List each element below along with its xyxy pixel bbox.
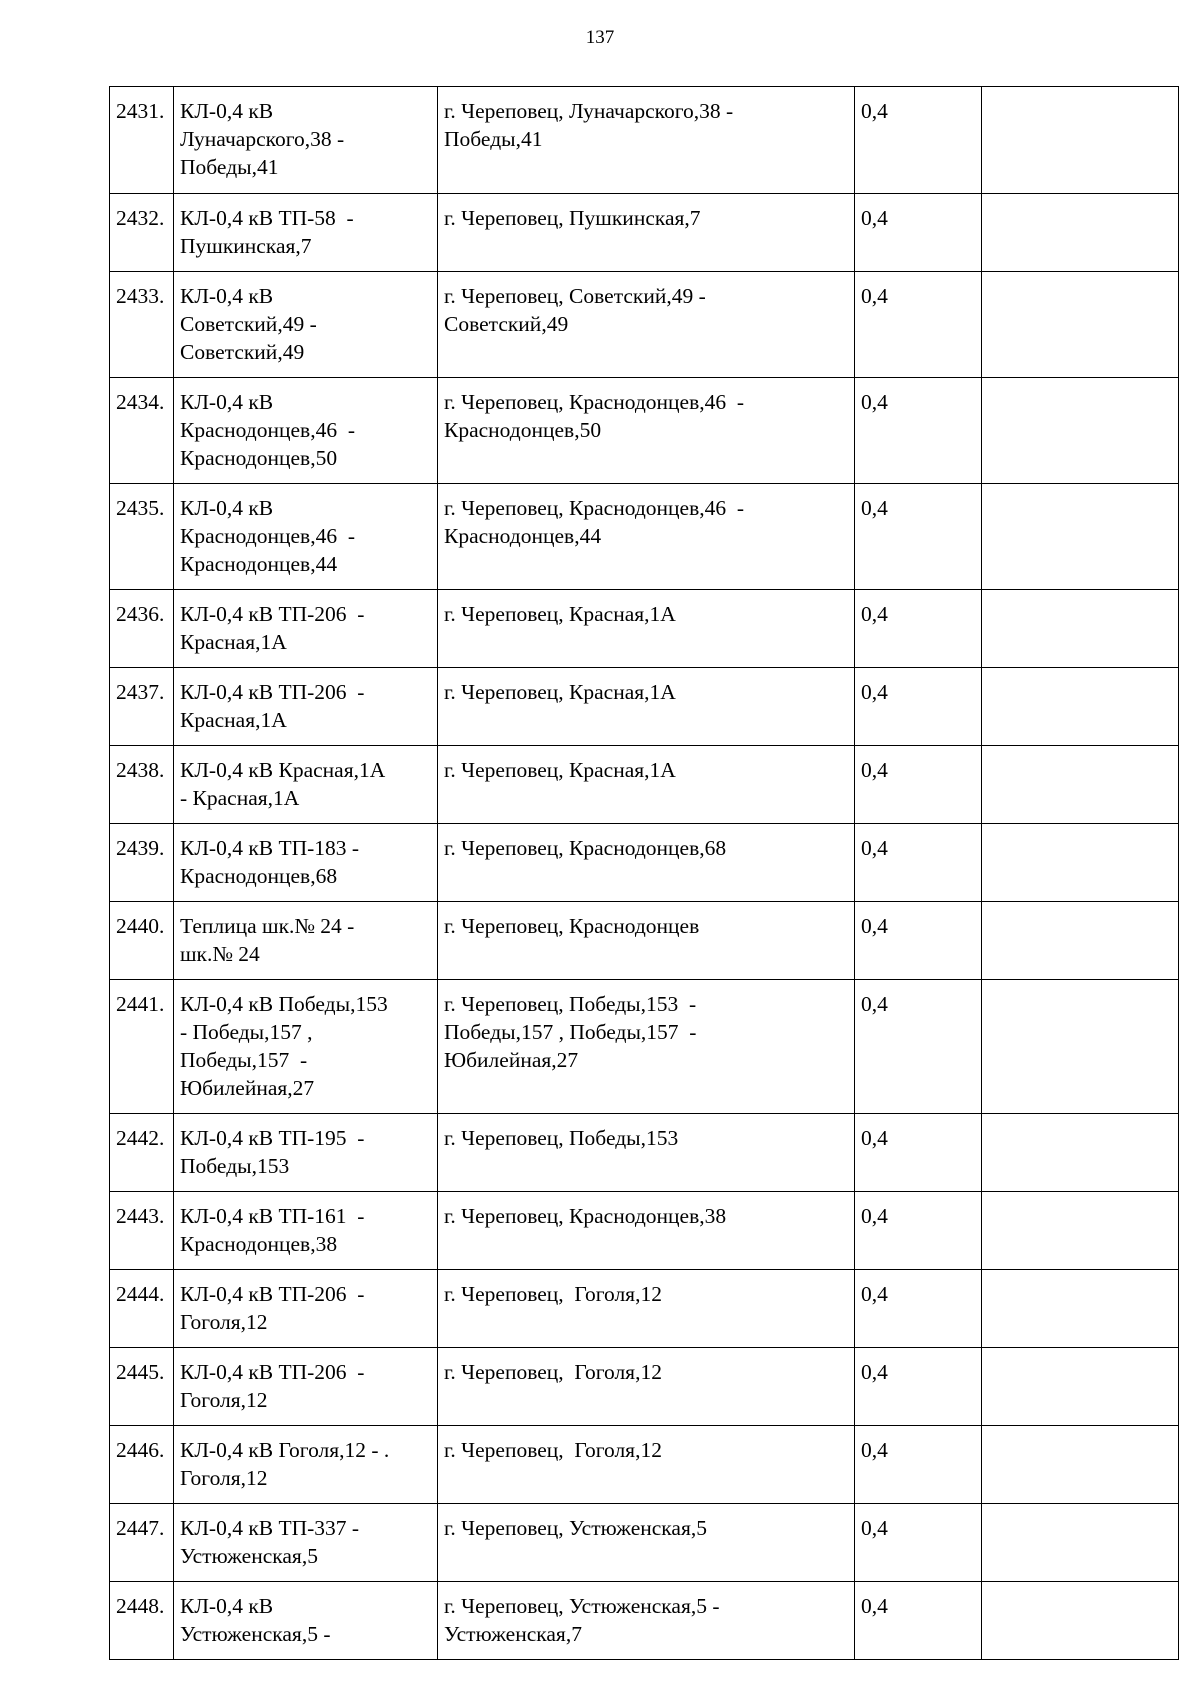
extra-cell bbox=[982, 902, 1179, 980]
address-cell bbox=[438, 1114, 855, 1192]
object-name-line: КЛ-0,4 кВ bbox=[180, 284, 274, 308]
extra-cell bbox=[982, 1348, 1179, 1426]
address-line: г. Череповец, Краснодонцев,68 bbox=[444, 836, 727, 860]
object-name-cell bbox=[174, 1270, 438, 1348]
table-row bbox=[110, 484, 1179, 590]
address-line: г. Череповец, Устюженская,5 - bbox=[444, 1594, 720, 1618]
row-number-cell: 2439. bbox=[110, 824, 174, 902]
address-line: Краснодонцев,50 bbox=[444, 418, 602, 442]
address-line: г. Череповец, Устюженская,5 bbox=[444, 1516, 707, 1540]
row-number-cell: 2444. bbox=[110, 1270, 174, 1348]
object-name-cell bbox=[174, 1426, 438, 1504]
address-line: Устюженская,7 bbox=[444, 1622, 582, 1646]
object-name-cell bbox=[174, 272, 438, 378]
table-row bbox=[110, 824, 1179, 902]
table-row bbox=[110, 272, 1179, 378]
address-cell bbox=[438, 484, 855, 590]
object-name-line: Теплица шк.№ 24 - bbox=[180, 914, 355, 938]
address-line: Советский,49 bbox=[444, 312, 569, 336]
object-name-line: Гоголя,12 bbox=[180, 1310, 268, 1334]
row-number-cell: 2440. bbox=[110, 902, 174, 980]
table-row bbox=[110, 194, 1179, 272]
extra-cell bbox=[982, 1114, 1179, 1192]
extra-cell bbox=[982, 378, 1179, 484]
row-number-cell: 2446. bbox=[110, 1426, 174, 1504]
object-name-cell bbox=[174, 1582, 438, 1660]
row-number-cell: 2437. bbox=[110, 668, 174, 746]
address-line: г. Череповец, Краснодонцев,46 - bbox=[444, 390, 745, 414]
object-name-cell bbox=[174, 980, 438, 1114]
address-line: г. Череповец, Победы,153 bbox=[444, 1126, 679, 1150]
extra-cell bbox=[982, 87, 1179, 194]
row-number-cell: 2434. bbox=[110, 378, 174, 484]
object-name-line: КЛ-0,4 кВ ТП-206 - bbox=[180, 602, 365, 626]
object-name-cell bbox=[174, 87, 438, 194]
registry-table bbox=[109, 86, 1179, 1660]
object-name-line: КЛ-0,4 кВ ТП-195 - bbox=[180, 1126, 365, 1150]
table-row bbox=[110, 1582, 1179, 1660]
extra-cell bbox=[982, 1504, 1179, 1582]
address-line: г. Череповец, Советский,49 - bbox=[444, 284, 706, 308]
object-name-cell bbox=[174, 746, 438, 824]
table-row bbox=[110, 1426, 1179, 1504]
address-cell bbox=[438, 824, 855, 902]
object-name-line: Юбилейная,27 bbox=[180, 1076, 315, 1100]
object-name-cell bbox=[174, 194, 438, 272]
voltage-cell: 0,4 bbox=[855, 194, 982, 272]
table-row bbox=[110, 1192, 1179, 1270]
object-name-line: Краснодонцев,68 bbox=[180, 864, 338, 888]
extra-cell bbox=[982, 484, 1179, 590]
address-cell bbox=[438, 378, 855, 484]
address-line: г. Череповец, Луначарского,38 - bbox=[444, 99, 734, 123]
voltage-cell: 0,4 bbox=[855, 746, 982, 824]
extra-cell bbox=[982, 194, 1179, 272]
extra-cell bbox=[982, 668, 1179, 746]
table-row bbox=[110, 746, 1179, 824]
object-name-cell bbox=[174, 1114, 438, 1192]
object-name-line: КЛ-0,4 кВ bbox=[180, 99, 274, 123]
object-name-line: КЛ-0,4 кВ bbox=[180, 496, 274, 520]
address-cell bbox=[438, 272, 855, 378]
address-cell bbox=[438, 87, 855, 194]
voltage-cell: 0,4 bbox=[855, 980, 982, 1114]
address-line: г. Череповец, Краснодонцев,46 - bbox=[444, 496, 745, 520]
object-name-line: КЛ-0,4 кВ ТП-206 - bbox=[180, 1360, 365, 1384]
address-cell bbox=[438, 1348, 855, 1426]
voltage-cell: 0,4 bbox=[855, 590, 982, 668]
extra-cell bbox=[982, 980, 1179, 1114]
address-line: г. Череповец, Краснодонцев,38 bbox=[444, 1204, 727, 1228]
extra-cell bbox=[982, 1270, 1179, 1348]
object-name-line: Луначарского,38 - bbox=[180, 127, 345, 151]
object-name-line: шк.№ 24 bbox=[180, 942, 260, 966]
object-name-line: КЛ-0,4 кВ Красная,1А bbox=[180, 758, 386, 782]
voltage-cell: 0,4 bbox=[855, 1504, 982, 1582]
address-line: г. Череповец, Красная,1А bbox=[444, 602, 676, 626]
object-name-line: Победы,157 - bbox=[180, 1048, 308, 1072]
object-name-line: Красная,1А bbox=[180, 708, 287, 732]
address-line: г. Череповец, Красная,1А bbox=[444, 758, 676, 782]
voltage-cell: 0,4 bbox=[855, 484, 982, 590]
voltage-cell: 0,4 bbox=[855, 1426, 982, 1504]
address-cell bbox=[438, 1582, 855, 1660]
row-number-cell: 2445. bbox=[110, 1348, 174, 1426]
object-name-line: Краснодонцев,50 bbox=[180, 446, 338, 470]
object-name-line: КЛ-0,4 кВ ТП-183 - bbox=[180, 836, 360, 860]
voltage-cell: 0,4 bbox=[855, 902, 982, 980]
address-cell bbox=[438, 746, 855, 824]
address-line: г. Череповец, Гоголя,12 bbox=[444, 1282, 662, 1306]
voltage-cell: 0,4 bbox=[855, 1348, 982, 1426]
address-cell bbox=[438, 1270, 855, 1348]
object-name-line: - Победы,157 , bbox=[180, 1020, 313, 1044]
table-row bbox=[110, 980, 1179, 1114]
object-name-line: Гоголя,12 bbox=[180, 1466, 268, 1490]
address-cell bbox=[438, 194, 855, 272]
object-name-cell bbox=[174, 1192, 438, 1270]
object-name-cell bbox=[174, 668, 438, 746]
object-name-line: КЛ-0,4 кВ bbox=[180, 1594, 274, 1618]
row-number-cell: 2441. bbox=[110, 980, 174, 1114]
voltage-cell: 0,4 bbox=[855, 668, 982, 746]
extra-cell bbox=[982, 272, 1179, 378]
extra-cell bbox=[982, 746, 1179, 824]
address-line: Победы,41 bbox=[444, 127, 543, 151]
table-row bbox=[110, 1270, 1179, 1348]
table-row bbox=[110, 378, 1179, 484]
object-name-line: Советский,49 - bbox=[180, 312, 317, 336]
object-name-line: Гоголя,12 bbox=[180, 1388, 268, 1412]
object-name-line: Победы,41 bbox=[180, 155, 279, 179]
address-cell bbox=[438, 980, 855, 1114]
table-row bbox=[110, 902, 1179, 980]
address-cell bbox=[438, 902, 855, 980]
extra-cell bbox=[982, 1192, 1179, 1270]
address-line: Краснодонцев,44 bbox=[444, 524, 602, 548]
address-cell bbox=[438, 1504, 855, 1582]
object-name-line: КЛ-0,4 кВ ТП-206 - bbox=[180, 1282, 365, 1306]
object-name-line: Краснодонцев,46 - bbox=[180, 524, 355, 548]
voltage-cell: 0,4 bbox=[855, 1270, 982, 1348]
address-line: г. Череповец, Гоголя,12 bbox=[444, 1360, 662, 1384]
row-number-cell: 2442. bbox=[110, 1114, 174, 1192]
row-number-cell: 2447. bbox=[110, 1504, 174, 1582]
object-name-line: - Красная,1А bbox=[180, 786, 300, 810]
address-cell bbox=[438, 590, 855, 668]
object-name-line: Краснодонцев,38 bbox=[180, 1232, 338, 1256]
row-number-cell: 2435. bbox=[110, 484, 174, 590]
registry-table-body bbox=[110, 87, 1179, 1660]
voltage-cell: 0,4 bbox=[855, 1582, 982, 1660]
object-name-line: Краснодонцев,44 bbox=[180, 552, 338, 576]
table-row bbox=[110, 668, 1179, 746]
voltage-cell: 0,4 bbox=[855, 1114, 982, 1192]
row-number-cell: 2432. bbox=[110, 194, 174, 272]
object-name-cell bbox=[174, 484, 438, 590]
voltage-cell: 0,4 bbox=[855, 1192, 982, 1270]
address-line: Победы,157 , Победы,157 - bbox=[444, 1020, 697, 1044]
voltage-cell: 0,4 bbox=[855, 378, 982, 484]
page-number: 137 bbox=[585, 27, 615, 48]
object-name-line: Устюженская,5 - bbox=[180, 1622, 331, 1646]
object-name-cell bbox=[174, 902, 438, 980]
voltage-cell: 0,4 bbox=[855, 272, 982, 378]
object-name-line: Пушкинская,7 bbox=[180, 234, 312, 258]
object-name-line: КЛ-0,4 кВ bbox=[180, 390, 274, 414]
address-line: г. Череповец, Победы,153 - bbox=[444, 992, 697, 1016]
object-name-line: КЛ-0,4 кВ Гоголя,12 - . bbox=[180, 1438, 390, 1462]
table-row bbox=[110, 1348, 1179, 1426]
address-line: Юбилейная,27 bbox=[444, 1048, 579, 1072]
object-name-line: Советский,49 bbox=[180, 340, 305, 364]
address-line: г. Череповец, Гоголя,12 bbox=[444, 1438, 662, 1462]
object-name-cell bbox=[174, 378, 438, 484]
address-cell bbox=[438, 668, 855, 746]
row-number-cell: 2438. bbox=[110, 746, 174, 824]
row-number-cell: 2448. bbox=[110, 1582, 174, 1660]
table-row bbox=[110, 1114, 1179, 1192]
row-number-cell: 2443. bbox=[110, 1192, 174, 1270]
voltage-cell: 0,4 bbox=[855, 87, 982, 194]
object-name-cell bbox=[174, 1348, 438, 1426]
address-line: г. Череповец, Краснодонцев bbox=[444, 914, 700, 938]
row-number-cell: 2431. bbox=[110, 87, 174, 194]
address-line: г. Череповец, Красная,1А bbox=[444, 680, 676, 704]
extra-cell bbox=[982, 1582, 1179, 1660]
address-cell bbox=[438, 1426, 855, 1504]
object-name-line: Победы,153 bbox=[180, 1154, 290, 1178]
object-name-cell bbox=[174, 824, 438, 902]
row-number-cell: 2433. bbox=[110, 272, 174, 378]
object-name-line: Краснодонцев,46 - bbox=[180, 418, 355, 442]
address-line: г. Череповец, Пушкинская,7 bbox=[444, 206, 701, 230]
object-name-line: Красная,1А bbox=[180, 630, 287, 654]
object-name-line: КЛ-0,4 кВ ТП-161 - bbox=[180, 1204, 365, 1228]
extra-cell bbox=[982, 824, 1179, 902]
table-row bbox=[110, 590, 1179, 668]
table-row bbox=[110, 1504, 1179, 1582]
extra-cell bbox=[982, 590, 1179, 668]
object-name-line: КЛ-0,4 кВ ТП-337 - bbox=[180, 1516, 360, 1540]
object-name-cell bbox=[174, 590, 438, 668]
object-name-line: КЛ-0,4 кВ ТП-206 - bbox=[180, 680, 365, 704]
object-name-line: КЛ-0,4 кВ Победы,153 bbox=[180, 992, 388, 1016]
object-name-line: КЛ-0,4 кВ ТП-58 - bbox=[180, 206, 354, 230]
object-name-cell bbox=[174, 1504, 438, 1582]
row-number-cell: 2436. bbox=[110, 590, 174, 668]
table-row bbox=[110, 87, 1179, 194]
object-name-line: Устюженская,5 bbox=[180, 1544, 318, 1568]
address-cell bbox=[438, 1192, 855, 1270]
voltage-cell: 0,4 bbox=[855, 824, 982, 902]
extra-cell bbox=[982, 1426, 1179, 1504]
